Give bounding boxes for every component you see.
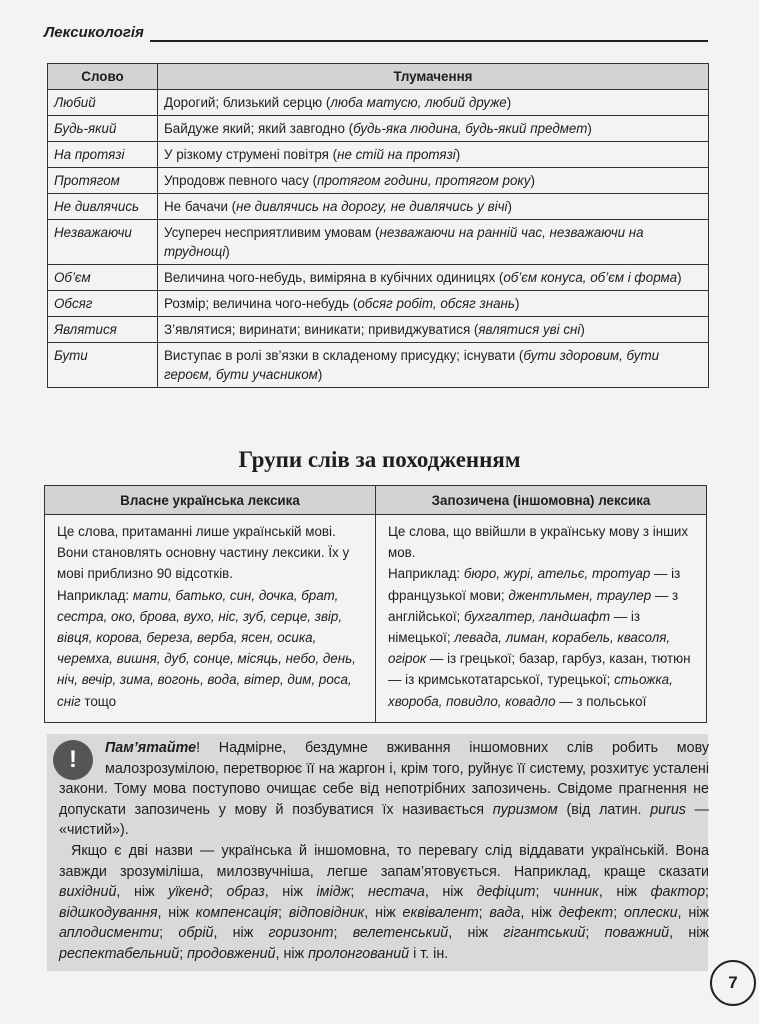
- table-row: [48, 142, 709, 168]
- page-number: 7: [710, 960, 756, 1006]
- table-row: [48, 220, 709, 265]
- column-header-native: Власне українська лексика: [45, 486, 376, 515]
- definition-cell: Виступає в ролі зв’язки в складеному присудку; існувати (бути здоровим, бути героєм, бути учасником): [158, 343, 709, 388]
- table-header-row: [48, 64, 709, 90]
- table-row: [48, 194, 709, 220]
- definition-cell: У різкому струмені повітря (не стій на протязі): [158, 142, 709, 168]
- page-header: [44, 24, 708, 44]
- word-cell: На протязі: [48, 142, 158, 168]
- native-lexicon-cell: [45, 515, 376, 723]
- word-cell: Обсяг: [48, 291, 158, 317]
- word-meaning-table: [47, 63, 709, 388]
- remember-paragraph-2: Якщо є дві назви — українська й іншомовна, то перевагу слід віддавати українській. Вона завжди зрозуміліша, милозвучніша, легше запам’ятовується. Наприклад, краще сказати вихідний, ніж уїкенд; образ, ніж імідж; нестача, ніж дефіцит; чинник, ніж фактор; відшкодування, ніж компенсація; відповідник, ніж еквівалент; вада, ніж дефект; оплески, ніж аплодисменти; обрій, ніж горизонт; велетенський, ніж гігантський; поважний, ніж респектабельний; продовжений, ніж пролонгований і т. ін.: [59, 842, 710, 962]
- native-definition: Це слова, притаманні лише українській мові. Вони становлять основну частину лексики. Їх у мові приблизно 90 відсотків.: [57, 524, 350, 582]
- table-row: [48, 343, 709, 388]
- definition-cell: Упродовж певного часу (протягом години, протягом року): [158, 168, 709, 194]
- remember-box: [47, 734, 708, 971]
- section-title: Групи слів за походженням: [238, 447, 521, 472]
- exclamation-icon: !: [53, 740, 93, 780]
- column-header-word: Слово: [48, 64, 158, 90]
- column-header-borrowed: Запозичена (іншомовна) лексика: [376, 486, 707, 515]
- word-cell: Об’єм: [48, 265, 158, 291]
- definition-cell: Дорогий; близький серцю (люба матусю, любий друже): [158, 90, 709, 116]
- borrowed-examples: Наприклад: бюро, журі, ательє, тротуар — із французької мови; джентльмен, траулер — з англійської; бухгалтер, ландшафт — із німецької; левада, лиман, корабель, квасоля, огірок — із грецької; базар, гарбуз, казан, тютюн — із кримськотатарської, турецької; стьожка, хвороба, повидло, ковадло — з польської: [388, 566, 691, 709]
- table-row: [48, 317, 709, 343]
- definition-cell: З’являтися; виринати; виникати; привиджуватися (являтися уві сні): [158, 317, 709, 343]
- word-cell: Незважаючи: [48, 220, 158, 265]
- native-examples: Наприклад: мати, батько, син, дочка, брат, сестра, око, брова, вухо, ніс, зуб, серце, звір, вівця, корова, береза, верба, ясен, осика, черемха, вишня, дуб, сонце, місяць, небо, день, ніч, вечір, зима, вогонь, вода, вітер, дим, роса, сніг тощо: [57, 587, 356, 709]
- remember-text: [59, 738, 709, 965]
- table-row: [48, 265, 709, 291]
- word-origin-table: [44, 485, 707, 723]
- word-cell: Протягом: [48, 168, 158, 194]
- table-row: [48, 291, 709, 317]
- definition-cell: Не бачачи (не дивлячись на дорогу, не дивлячись у вічі): [158, 194, 709, 220]
- word-cell: Являтися: [48, 317, 158, 343]
- column-header-definition: Тлумачення: [158, 64, 709, 90]
- definition-cell: Величина чого-небудь, виміряна в кубічних одиницях (об’єм конуса, об’єм і форма): [158, 265, 709, 291]
- table-header-row: [45, 486, 707, 515]
- table-row: [48, 116, 709, 142]
- word-cell: Любий: [48, 90, 158, 116]
- definition-cell: Розмір; величина чого-небудь (обсяг робіт, обсяг знань): [158, 291, 709, 317]
- definition-cell: Байдуже який; який завгодно (будь-яка людина, будь-який предмет): [158, 116, 709, 142]
- word-cell: Бути: [48, 343, 158, 388]
- definition-cell: Усупереч несприятливим умовам (незважаючи на ранній час, незважаючи на труднощі): [158, 220, 709, 265]
- borrowed-definition: Це слова, що ввійшли в українську мову з інших мов.: [388, 524, 689, 561]
- table-row: [45, 515, 707, 723]
- remember-paragraph-1: Пам’ятайте! Надмірне, бездумне вживання іншомовних слів робить мову малозрозумілою, перетворює її на жаргон і, крім того, руйнує її систему, розхитує усталені закони. Тому мова поступово очищає себе від непотрібних запозичень. Свідоме прагнення не допускати запозичень у мову й позбуватися їх називається пуризмом (від латин. purus — «чистий»).: [59, 740, 709, 839]
- word-cell: Не дивлячись: [48, 194, 158, 220]
- table-row: [48, 168, 709, 194]
- section-header-title: Лексикологія: [44, 24, 150, 42]
- borrowed-lexicon-cell: [376, 515, 707, 723]
- word-cell: Будь-який: [48, 116, 158, 142]
- table-row: [48, 90, 709, 116]
